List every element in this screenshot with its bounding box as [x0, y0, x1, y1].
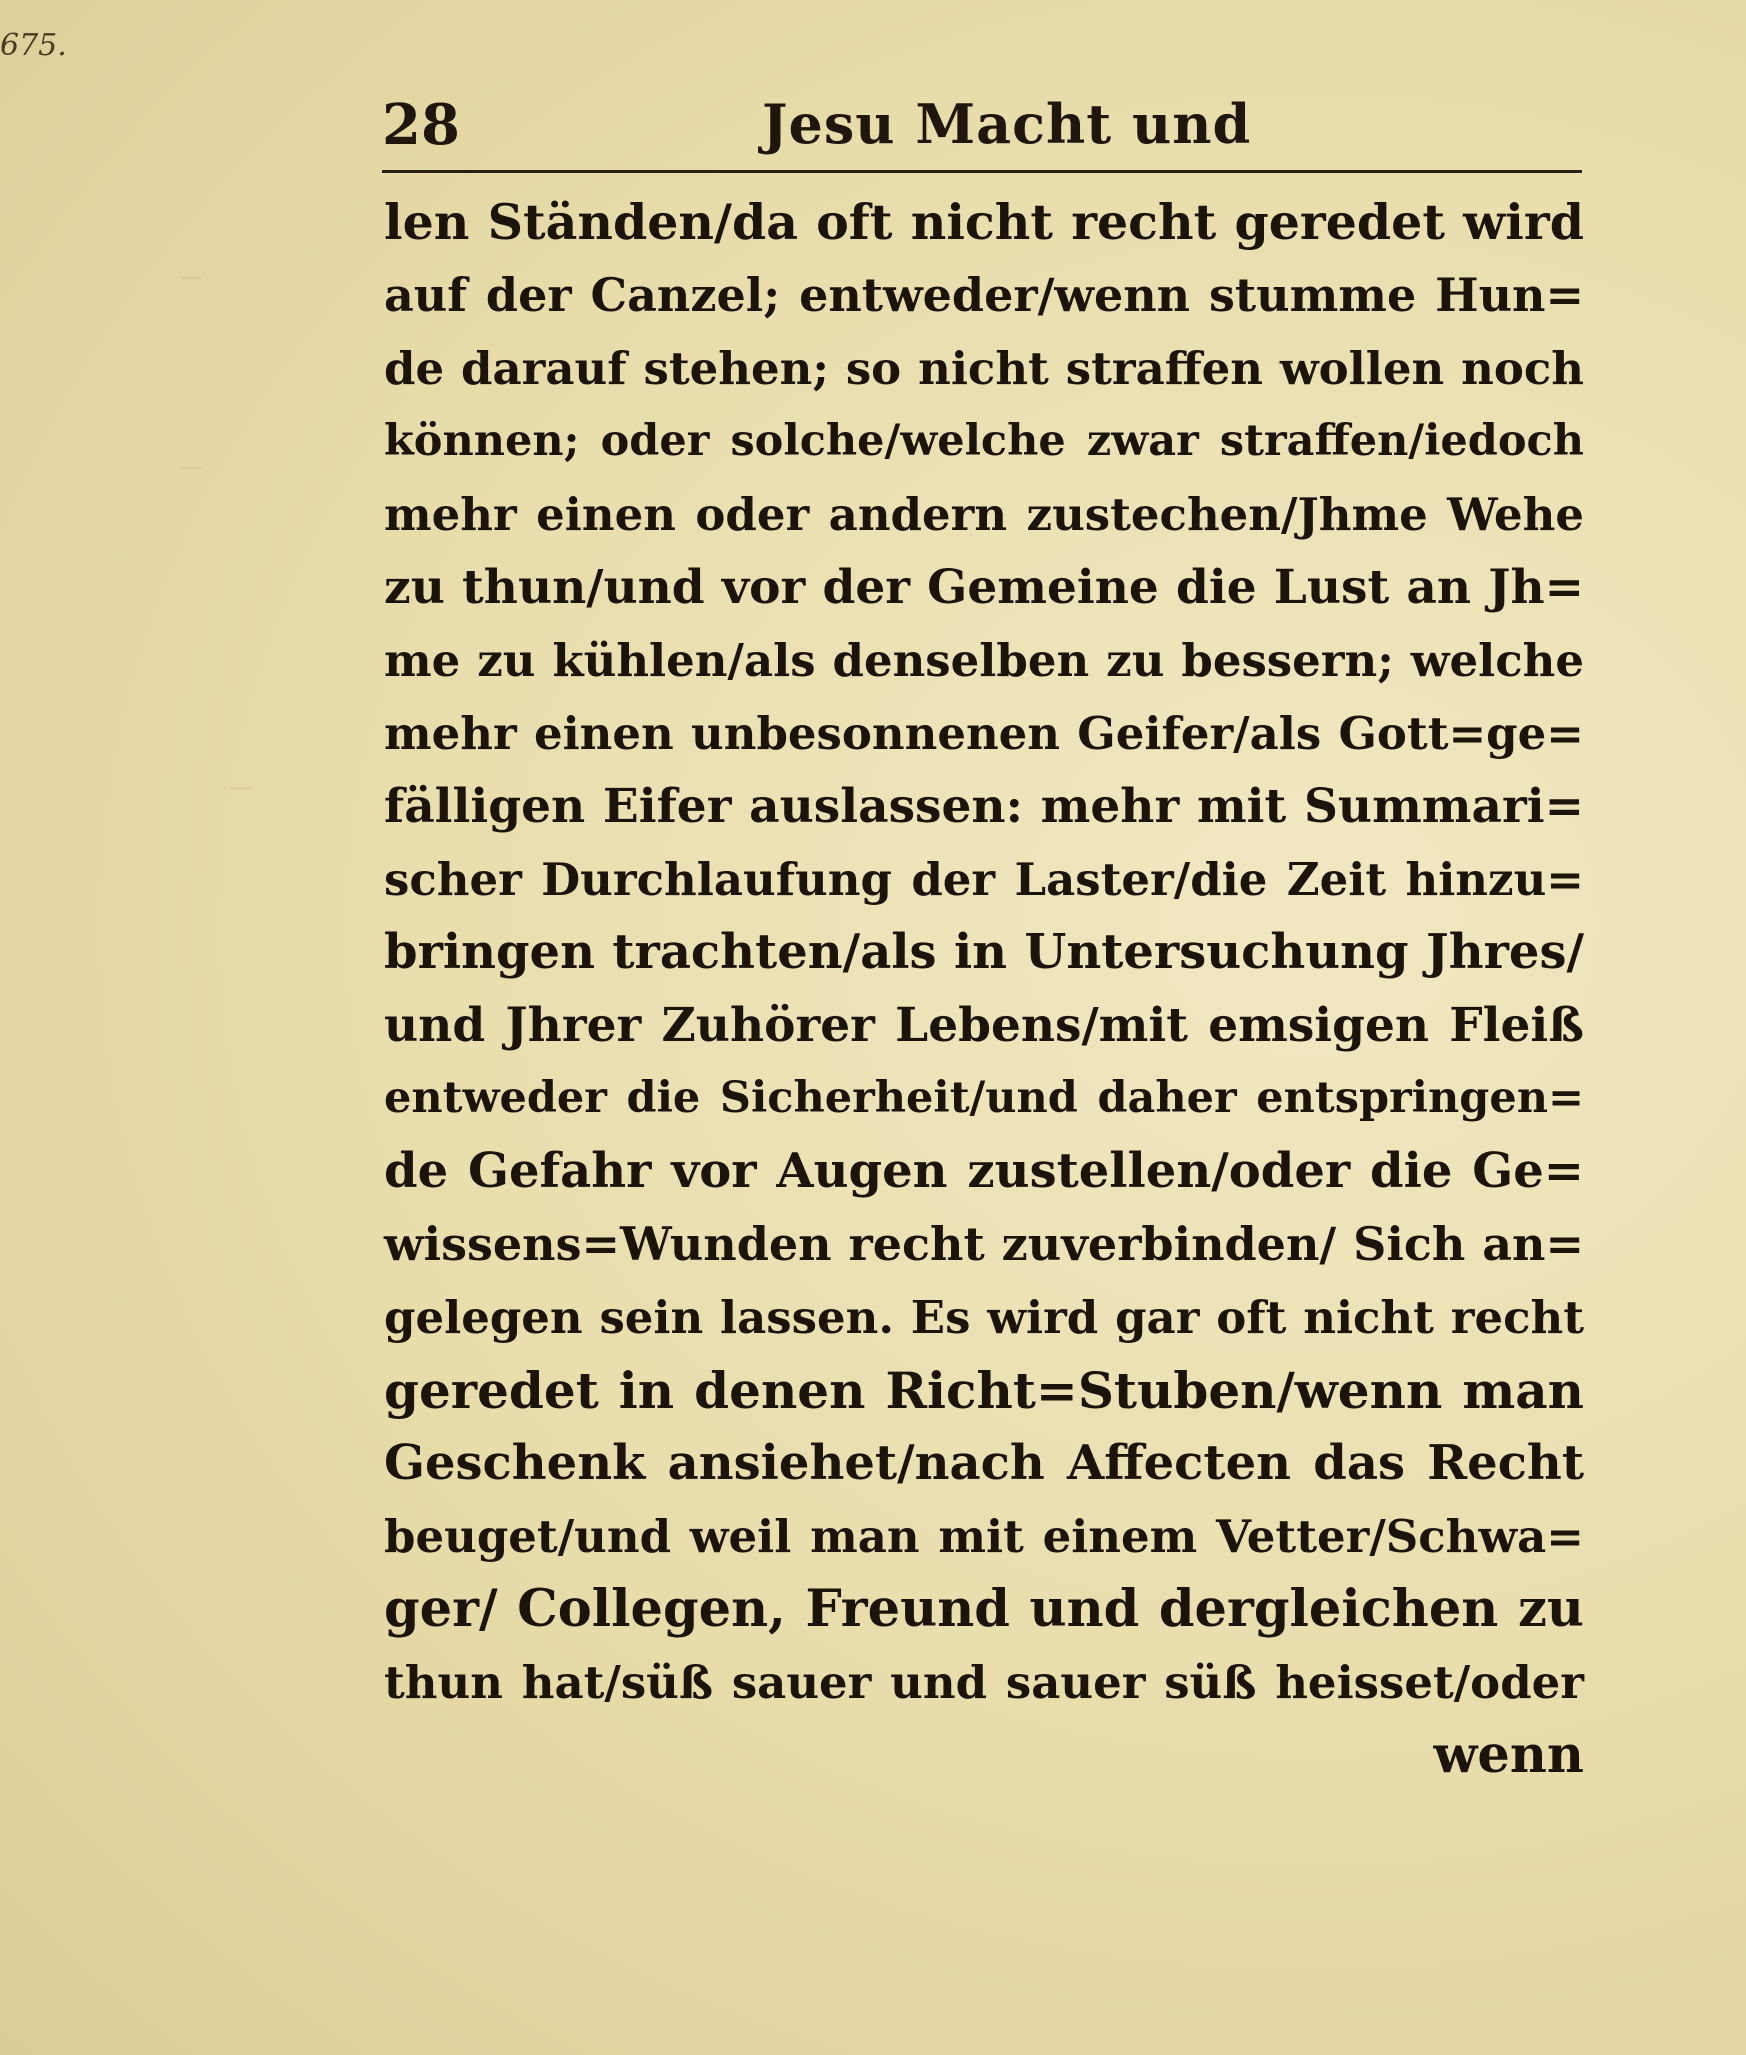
margin-note: 675. — [0, 28, 67, 63]
text-line: ger/ Collegen, Freund und dergleichen zu — [384, 1579, 1584, 1639]
text-line: auf der Canzel; entweder/wenn stumme Hun= — [384, 268, 1584, 322]
text-line: fälligen Eifer auslassen: mehr mit Summari= — [384, 779, 1584, 834]
text-line: und Jhrer Zuhörer Lebens/mit emsigen Fleiß — [384, 998, 1584, 1053]
text-line: de Gefahr vor Augen zustellen/oder die Ge= — [384, 1143, 1584, 1199]
text-line: len Ständen/da oft nicht recht geredet wird — [384, 193, 1584, 251]
body-text — [384, 186, 1584, 1792]
text-line: zu thun/und vor der Gemeine die Lust an Jh= — [384, 560, 1584, 615]
show-through-mark: — — [230, 775, 252, 800]
text-line: entweder die Sicherheit/und daher entspringen= — [384, 1073, 1584, 1123]
text-line: me zu kühlen/als denselben zu bessern; welche — [384, 634, 1584, 687]
text-line: Geschenk ansiehet/nach Affecten das Recht — [384, 1435, 1584, 1491]
text-line: thun hat/süß sauer und sauer süß heisset/oder — [384, 1656, 1584, 1709]
text-line: beuget/und weil man mit einem Vetter/Schwa= — [384, 1510, 1584, 1563]
text-line: scher Durchlaufung der Laster/die Zeit hinzu= — [384, 853, 1584, 906]
show-through-mark: — — [180, 455, 202, 480]
running-head: Jesu Macht und — [762, 92, 1252, 156]
catchword: wenn — [1433, 1725, 1584, 1785]
text-line: gelegen sein lassen. Es wird gar oft nicht recht — [384, 1291, 1584, 1344]
text-line: de darauf stehen; so nicht straffen wollen noch — [384, 342, 1584, 395]
show-through-mark: — — [180, 265, 202, 290]
text-line: können; oder solche/welche zwar straffen/iedoch — [384, 416, 1584, 466]
text-line: mehr einen oder andern zustechen/Jhme Wehe — [384, 488, 1584, 541]
page-number: 28 — [382, 92, 460, 158]
text-line: geredet in denen Richt=Stuben/wenn man — [384, 1361, 1584, 1420]
text-line: bringen trachten/als in Untersuchung Jhres/ — [384, 924, 1584, 980]
page-header — [382, 92, 1582, 172]
text-line: mehr einen unbesonnenen Geifer/als Gott=ge= — [384, 707, 1584, 760]
text-line: wissens=Wunden recht zuverbinden/ Sich an= — [384, 1217, 1584, 1271]
header-rule — [382, 170, 1582, 173]
